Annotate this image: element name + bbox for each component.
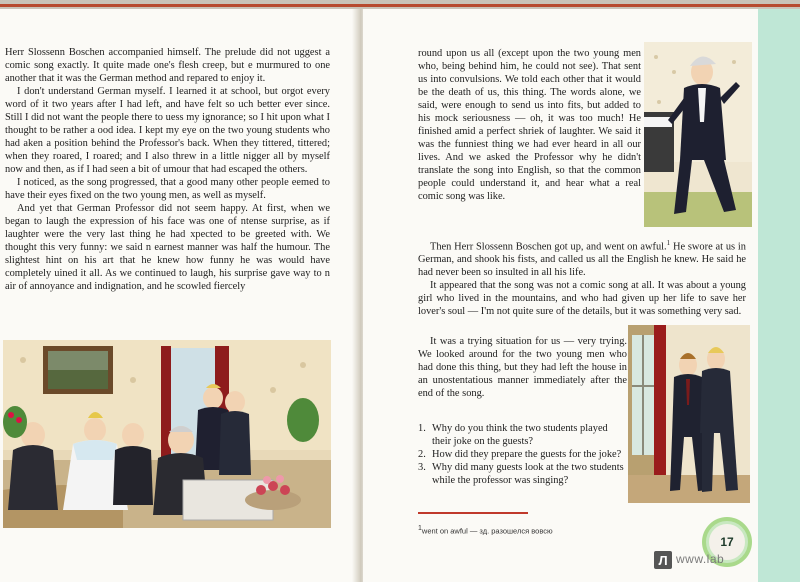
- question-number: 1.: [418, 423, 426, 434]
- question-item: [418, 448, 624, 461]
- drawing-room-scene: [3, 340, 331, 528]
- right-full-width-text: [418, 237, 746, 318]
- top-edge: [0, 0, 800, 9]
- professor-scene: [644, 42, 752, 227]
- footnote-number: 1: [418, 525, 422, 532]
- footnote-text: went on awful — зд. разошелся вовсю: [421, 526, 553, 536]
- right-paragraph-1: round upon us all (except upon the two young men who, being behind him, he could not see). That sent us into convulsions. We told each other that it would be the death of us, this thing. The words alone, we said, were enough to send us into fits, but added to his mock seriousness — oh, it was too much! He finished amid a perfect shriek of laughter. We said it was the funniest thing we had ever heard in all our lives. And we asked the Professor why he didn't translate the song into English, so that the common people could understand it, and hear what a real comic song was like.: [418, 48, 641, 202]
- question-number: 2.: [418, 449, 426, 460]
- students-leaving-illustration: [628, 325, 750, 503]
- professor-illustration: [644, 42, 752, 227]
- question-text: Why did many guests look at the two students while the professor was singing?: [432, 462, 624, 486]
- left-page: [0, 9, 357, 582]
- watermark-text: www.lab: [676, 552, 725, 566]
- students-scene: [628, 325, 750, 503]
- right-paragraph-2-part-b: He swore at us in German, and shook his fists, and called us all the English he knew. He said he had never been so insulted in all his life.: [418, 241, 746, 279]
- question-item: [418, 461, 624, 487]
- left-page-text: [5, 46, 330, 293]
- left-paragraph-2: I don't understand German myself. I learned it at school, but orgot every word of it two years after I had left, and have felt so uch better ever since. Still I did not want the people there to uess my ignorance; so I hit upon what I thought to be rather a ood idea. I kept my eye on the two young students who had aken a position behind the Professor's back. When they tittered, tittered; when they roared, I roared; and I also threw in a little nigger all by myself now and then, as if I had seen a bit of umour that had escaped the others.: [5, 86, 330, 175]
- left-paragraph-3: I noticed, as the song progressed, that a good many other people eemed to have their eyes fixed on the two young men, as well as myself.: [5, 177, 330, 201]
- right-paragraph-2: [418, 237, 746, 279]
- footnote: [418, 525, 553, 536]
- question-text: How did they prepare the guests for the joke?: [432, 449, 622, 460]
- watermark-logo-icon: Л: [654, 551, 672, 569]
- right-paragraph-2-part-a: Then Herr Slossenn Boschen got up, and went on awful.: [430, 241, 667, 253]
- left-paragraph-4: And yet that German Professor did not seem happy. At first, when we began to laugh the expression of his face was one of ntense surprise, as if laughter were the very last thing he had xpected to be greeted with. We thought this very funny: we said n earnest manner was half the humour. The slightest hint on his art that he knew how funny he was would have completely uined it all. As we continued to laugh, his surprise gave way to n air of annoyance and indignation, and he scowled fiercely: [5, 203, 330, 292]
- footnote-marker: 1: [666, 239, 671, 247]
- page-number: 17: [720, 535, 734, 549]
- top-red-rule: [0, 4, 800, 7]
- question-item: [418, 422, 624, 448]
- right-paragraph-4: It was a trying situation for us — very trying. We looked around for the two young men who had done this thing, but they had left the house in an unostentatious manner immediately after the end of the song.: [418, 336, 627, 399]
- question-number: 3.: [418, 462, 426, 473]
- right-margin-band: [758, 9, 800, 582]
- right-column-text-2: [418, 335, 627, 400]
- right-page: [363, 9, 800, 582]
- questions-list: [418, 422, 624, 487]
- right-paragraph-3: It appeared that the song was not a comic song at all. It was about a young girl who lived in the mountains, and who had given up her life to save her lover's soul — I'm not quite sure of the details, but it was something very sad.: [418, 280, 746, 318]
- footnote-rule: [418, 512, 528, 514]
- question-text: Why do you think the two students played their joke on the guests?: [432, 423, 608, 447]
- left-paragraph-1: Herr Slossenn Boschen accompanied himself. The prelude did not uggest a comic song exactly. It quite made one's flesh creep, but e murmured to one another that it was the German method and repared to enjoy it.: [5, 47, 330, 84]
- right-column-text-1: [418, 47, 641, 203]
- drawing-room-illustration: [3, 340, 331, 528]
